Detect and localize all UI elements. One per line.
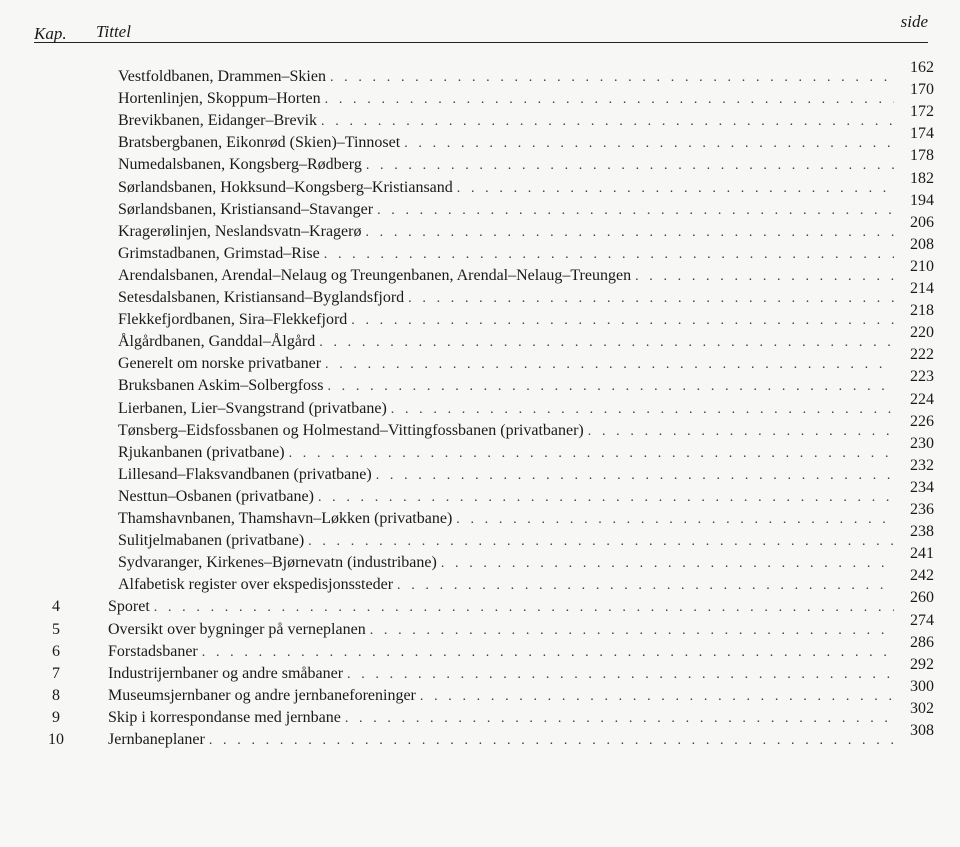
entry-title: Numedalsbanen, Kongsberg–Rødberg: [118, 156, 362, 174]
entry-title-line: [118, 309, 894, 332]
entry-title: Brevikbanen, Eidanger–Brevik: [118, 112, 318, 130]
entry-title: Vestfoldbanen, Drammen–Skien: [118, 68, 326, 85]
toc-entry: [0, 478, 960, 508]
entry-title-line: [118, 398, 894, 421]
entry-title-line: [118, 486, 894, 509]
page-number: 286: [910, 633, 934, 651]
entry-title: Arendalsbanen, Arendal–Nelaug og Treungenbanen, Arendal–Nelaug–Treungen: [118, 266, 632, 284]
page-number: 236: [910, 501, 934, 518]
toc-entry: [0, 545, 960, 574]
entry-title: Sørlandsbanen, Kristiansand–Stavanger: [118, 200, 374, 218]
dot-leader: [318, 487, 894, 509]
entry-title-line: [108, 619, 894, 642]
dot-leader: [154, 597, 894, 619]
entry-title-line: [118, 420, 894, 443]
dot-leader: [376, 465, 894, 487]
entry-title: Alfabetisk register over ekspedisjonssteder: [118, 576, 394, 594]
dot-leader: [324, 244, 894, 266]
page-number: 210: [910, 257, 934, 275]
entry-title-line: [118, 132, 894, 155]
dot-leader: [588, 421, 894, 443]
chapter-number: 10: [48, 731, 64, 748]
page-number: 222: [910, 346, 934, 364]
chapter-number: 5: [52, 620, 60, 638]
header-tittel: Tittel: [96, 22, 131, 41]
dot-leader: [420, 686, 894, 708]
toc-entry: [0, 677, 960, 707]
entry-title: Setesdalsbanen, Kristiansand–Byglandsfjord: [118, 289, 405, 306]
entry-title-line: [118, 88, 894, 111]
dot-leader: [325, 89, 894, 111]
toc-entry: [0, 368, 960, 397]
entry-title-line: [118, 199, 894, 222]
toc-entry: [0, 434, 960, 464]
toc-entry: [0, 59, 960, 88]
dot-leader: [327, 376, 894, 398]
entry-title: Bruksbanen Askim–Solbergfoss: [118, 377, 324, 395]
page-number: 172: [910, 103, 934, 121]
toc-entry: [0, 567, 960, 596]
dot-leader: [404, 133, 894, 155]
entry-title-line: [118, 442, 894, 465]
entry-title: Sørlandsbanen, Hokksund–Kongsberg–Kristiansand: [118, 178, 453, 196]
entry-title-line: [118, 353, 894, 376]
dot-leader: [635, 266, 894, 288]
dot-leader: [319, 332, 894, 354]
page-number: 232: [910, 456, 934, 474]
entry-title: Kragerølinjen, Neslandsvatn–Kragerø: [118, 222, 362, 240]
entry-title: Tønsberg–Eidsfossbanen og Holmestand–Vittingfossbanen (privatbaner): [118, 421, 584, 439]
entry-title-line: [108, 685, 894, 708]
page-number: 238: [910, 523, 934, 541]
page-number: 220: [910, 324, 934, 342]
entry-title: Thamshavnbanen, Thamshavn–Løkken (privatbane): [118, 510, 453, 527]
page-number: 242: [910, 567, 934, 585]
dot-leader: [330, 67, 894, 89]
dot-leader: [397, 575, 894, 597]
header-side: side: [900, 12, 928, 31]
chapter-number: 9: [52, 708, 60, 726]
chapter-number: 7: [52, 664, 60, 682]
page-number: 302: [910, 699, 934, 717]
toc-entry: [0, 589, 960, 618]
entry-title-line: [118, 375, 894, 398]
dot-leader: [289, 443, 894, 465]
page-number: 223: [910, 368, 934, 386]
entry-title: Industrijernbaner og andre småbaner: [108, 664, 344, 682]
entry-title-line: [108, 707, 894, 730]
page-number: 214: [910, 280, 934, 297]
entry-title: Grimstadbanen, Grimstad–Rise: [118, 244, 320, 262]
page-number: 274: [910, 611, 934, 629]
entry-title-line: [108, 729, 894, 752]
entry-title-line: [108, 641, 894, 664]
toc-entry: [0, 655, 960, 685]
toc-entry: [0, 611, 960, 641]
entry-title-line: [118, 287, 894, 310]
header-kap: Kap.: [34, 24, 67, 43]
entry-title-line: [118, 177, 894, 200]
entry-title-line: [108, 663, 894, 686]
page-number: 162: [910, 59, 934, 76]
page-number: 308: [910, 722, 934, 739]
toc-entry: [0, 191, 960, 221]
chapter-number: 8: [52, 686, 60, 704]
dot-leader: [321, 111, 894, 133]
page-number: 230: [910, 434, 934, 452]
entry-title: Nesttun–Osbanen (privatbane): [118, 487, 314, 505]
toc-entry: [0, 346, 960, 375]
dot-leader: [366, 155, 894, 177]
page-number: 241: [910, 545, 934, 563]
toc-entry: [0, 302, 960, 331]
dot-leader: [377, 200, 894, 222]
page-number: 234: [910, 478, 934, 496]
dot-leader: [308, 531, 894, 553]
toc-entry: [0, 213, 960, 243]
toc-entry: [0, 456, 960, 486]
dot-leader: [441, 553, 894, 575]
page-number: 174: [910, 125, 934, 143]
entry-title: Jernbaneplaner: [108, 731, 205, 748]
entry-title: Flekkefjordbanen, Sira–Flekkefjord: [118, 311, 348, 329]
entry-title: Skip i korrespondanse med jernbane: [108, 708, 341, 726]
toc-entry: [0, 103, 960, 132]
entry-title-line: [118, 154, 894, 177]
toc-entry: [0, 235, 960, 265]
entry-title: Hortenlinjen, Skoppum–Horten: [118, 90, 321, 108]
toc-header: [34, 12, 928, 43]
dot-leader: [408, 288, 894, 310]
toc-entry: [0, 722, 960, 751]
toc-entry: [0, 523, 960, 552]
entry-title: Rjukanbanen (privatbane): [118, 443, 285, 461]
entry-title-line: [118, 243, 894, 266]
page-number: 292: [910, 655, 934, 673]
entry-title: Ålgårdbanen, Ganddal–Ålgård: [118, 333, 316, 351]
chapter-number: 6: [52, 642, 60, 660]
page-number: 178: [910, 147, 934, 165]
dot-leader: [457, 178, 894, 200]
dot-leader: [202, 642, 894, 664]
toc-entry: [0, 81, 960, 110]
page-number: 224: [910, 390, 934, 408]
page-number: 260: [910, 589, 934, 607]
toc-entry: [0, 501, 960, 530]
dot-leader: [365, 222, 894, 244]
entry-title: Bratsbergbanen, Eikonrød (Skien)–Tinnoset: [118, 134, 401, 152]
dot-leader: [391, 399, 894, 421]
entry-title: Sulitjelmabanen (privatbane): [118, 532, 305, 550]
entry-title-line: [118, 221, 894, 244]
toc-entry: [0, 633, 960, 663]
dot-leader: [351, 310, 894, 332]
dot-leader: [345, 708, 894, 730]
entry-title-line: [118, 66, 894, 89]
page-number: 218: [910, 302, 934, 320]
entry-title-line: [118, 110, 894, 133]
entry-title-line: [118, 265, 894, 288]
page-number: 226: [910, 412, 934, 430]
dot-leader: [456, 509, 894, 531]
toc-entry: [0, 699, 960, 729]
toc-entry: [0, 412, 960, 442]
dot-leader: [347, 664, 894, 686]
entry-title-line: [118, 508, 894, 531]
entry-title: Lierbanen, Lier–Svangstrand (privatbane): [118, 399, 387, 417]
page-number: 182: [910, 169, 934, 187]
entry-title-line: [118, 331, 894, 354]
entry-title: Oversikt over bygninger på verneplanen: [108, 620, 366, 638]
entry-title: Lillesand–Flaksvandbanen (privatbane): [118, 465, 372, 483]
toc-entry: [0, 257, 960, 287]
page-number: 300: [910, 677, 934, 695]
entry-title-line: [108, 596, 894, 619]
entry-title: Forstadsbaner: [108, 642, 198, 660]
page-number: 208: [910, 235, 934, 253]
entry-title: Generelt om norske privatbaner: [118, 355, 322, 373]
entry-title: Museumsjernbaner og andre jernbaneforeninger: [108, 686, 416, 704]
page-number: 206: [910, 213, 934, 231]
entry-title: Sporet: [108, 598, 150, 616]
entry-title: Sydvaranger, Kirkenes–Bjørnevatn (industribane): [118, 554, 437, 572]
page-number: 194: [910, 191, 934, 209]
page-number: 170: [910, 81, 934, 99]
toc-entry: [0, 390, 960, 420]
entry-title-line: [118, 552, 894, 575]
dot-leader: [370, 620, 894, 642]
toc-entry: [0, 169, 960, 199]
entry-title-line: [118, 464, 894, 487]
dot-leader: [209, 730, 894, 752]
toc-entry: [0, 280, 960, 309]
toc-entry: [0, 125, 960, 154]
chapter-number: 4: [52, 598, 60, 616]
toc-entry: [0, 324, 960, 353]
entry-title-line: [118, 530, 894, 553]
toc-entry: [0, 147, 960, 176]
dot-leader: [325, 354, 894, 376]
entry-title-line: [118, 574, 894, 597]
